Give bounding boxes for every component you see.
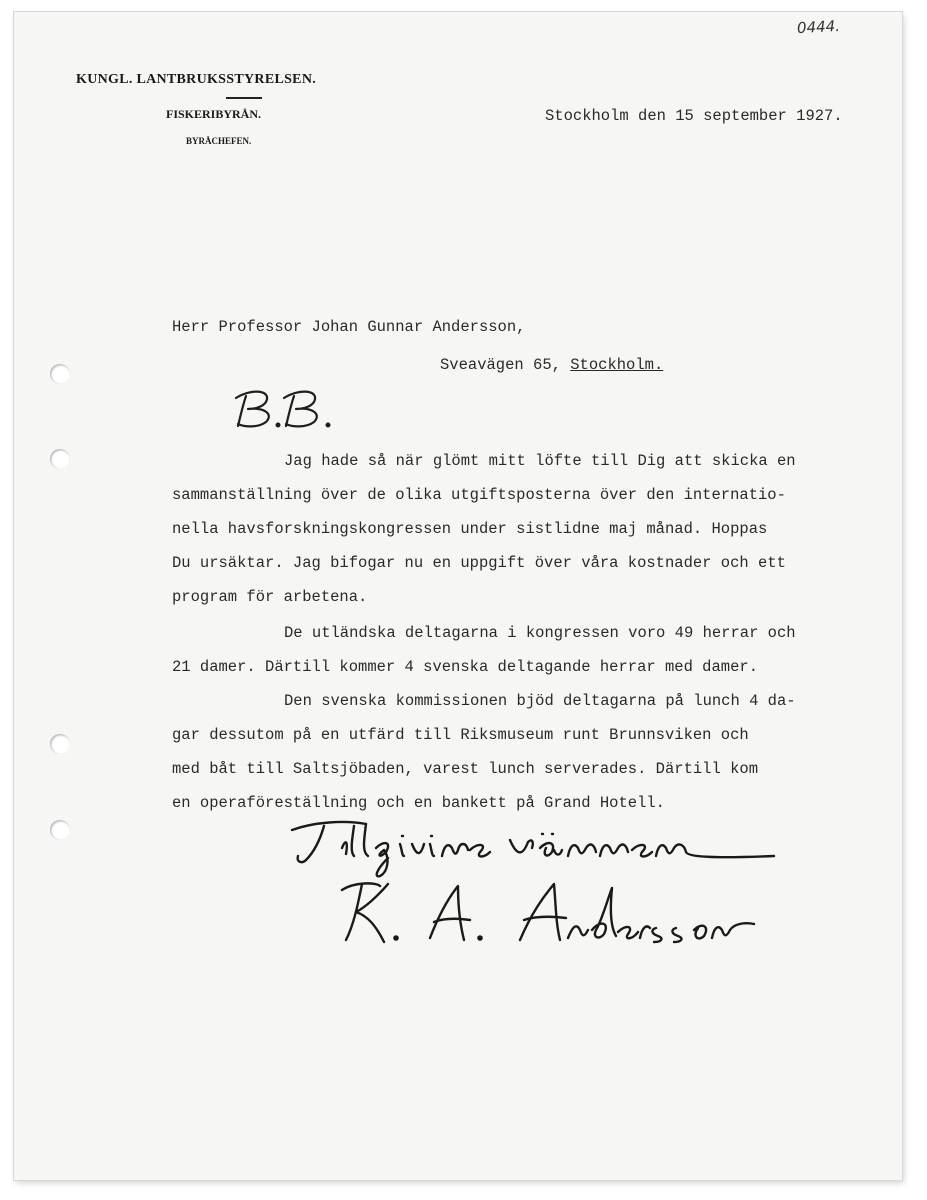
body-line: Du ursäktar. Jag bifogar nu en uppgift över våra kostnader och ett	[172, 554, 786, 572]
body-line: en operaföreställning och en bankett på Grand Hotell.	[172, 794, 665, 812]
punch-hole	[50, 820, 70, 840]
body-line: Den svenska kommissionen bjöd deltagarna på lunch 4 da-	[284, 692, 796, 710]
recipient-city: Stockholm.	[570, 356, 664, 374]
letterhead-organization: KUNGL. LANTBRUKSSTYRELSEN.	[76, 72, 317, 87]
punch-hole	[50, 449, 70, 469]
recipient-address	[440, 356, 663, 374]
body-line: med båt till Saltsjöbaden, varest lunch serverades. Därtill kom	[172, 760, 758, 778]
body-line: gar dessutom på en utfärd till Riksmuseum runt Brunnsviken och	[172, 726, 749, 744]
body-line: sammanställning över de olika utgiftsposterna över den internatio-	[172, 486, 786, 504]
handwritten-signature	[284, 812, 844, 952]
recipient-name: Herr Professor Johan Gunnar Andersson,	[172, 318, 526, 336]
letterhead-subtitle: BYRÅCHEFEN.	[186, 136, 252, 146]
punch-hole	[50, 734, 70, 754]
body-line: program för arbetena.	[172, 588, 368, 606]
date-line: Stockholm den 15 september 1927.	[545, 107, 843, 125]
letter-page	[14, 12, 902, 1180]
archive-number: 0444.	[796, 16, 841, 38]
handwritten-greeting	[232, 382, 342, 432]
body-line: 21 damer. Därtill kommer 4 svenska deltagande herrar med damer.	[172, 658, 758, 676]
punch-hole	[50, 364, 70, 384]
recipient-street: Sveavägen 65,	[440, 356, 561, 374]
body-line: Jag hade så när glömt mitt löfte till Dig att skicka en	[284, 452, 796, 470]
letterhead-rule	[226, 97, 262, 99]
body-line: nella havsforskningskongressen under sistlidne maj månad. Hoppas	[172, 520, 768, 538]
letterhead-department: FISKERIBYRÅN.	[166, 107, 262, 121]
body-line: De utländska deltagarna i kongressen voro 49 herrar och	[284, 624, 796, 642]
